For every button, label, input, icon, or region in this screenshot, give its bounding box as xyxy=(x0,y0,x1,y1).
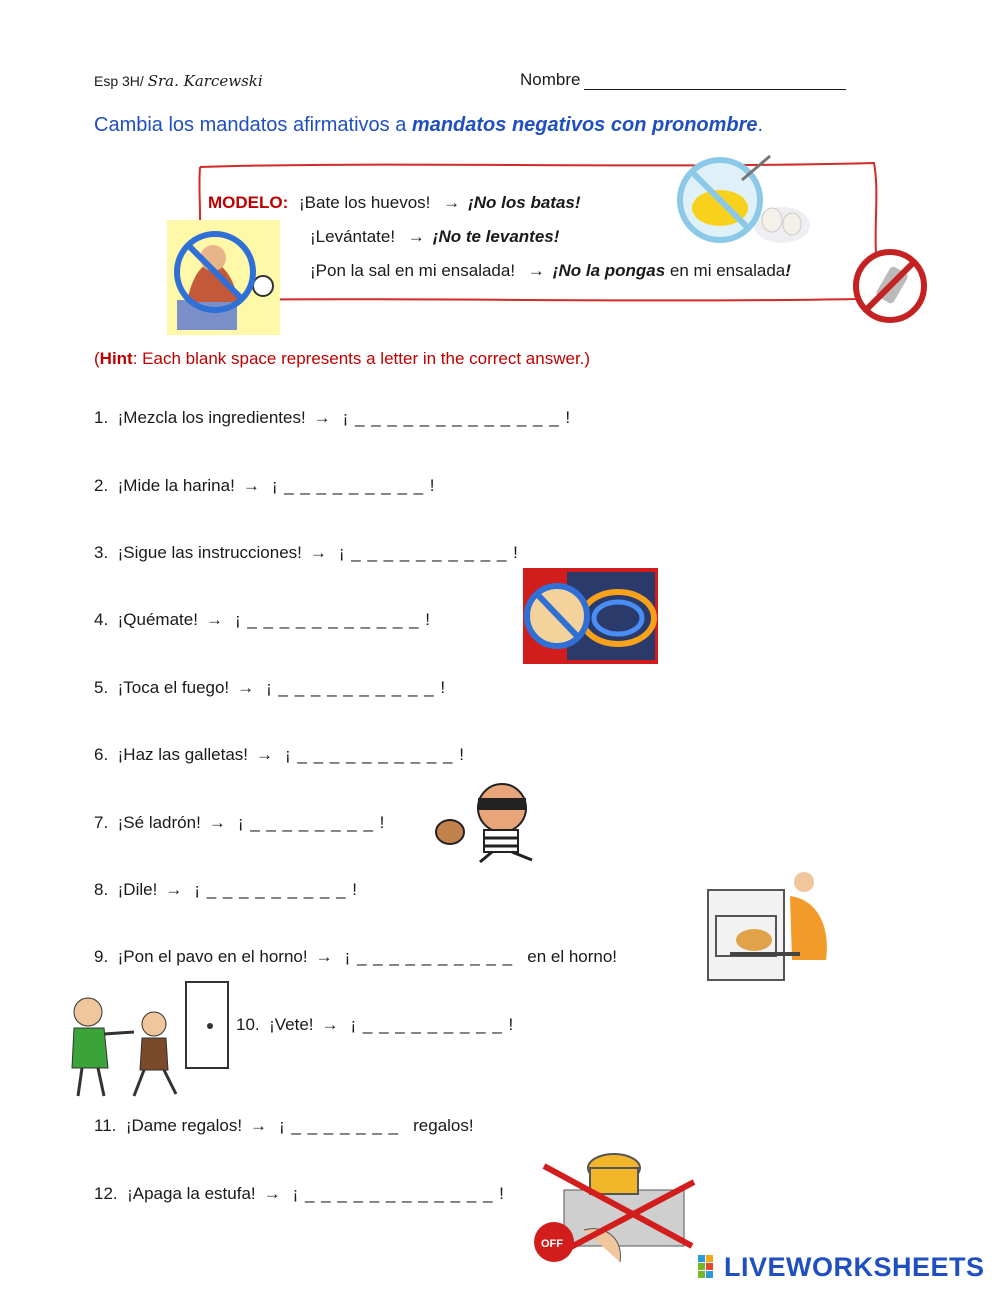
item-prompt: ¡Pon el pavo en el horno! xyxy=(117,947,308,966)
answer-blank[interactable]: ¡ _ _ _ _ _ _ _ xyxy=(279,1116,399,1135)
teacher-name: Sra. Karcewski xyxy=(147,72,263,90)
item-number: 6. xyxy=(94,745,109,764)
item-tail: en el horno! xyxy=(527,947,618,966)
arrow-icon: → xyxy=(443,193,461,212)
modelo-ex3-end: en mi ensalada xyxy=(665,261,786,280)
exercise-item-7 xyxy=(94,813,385,833)
arrow-icon: → xyxy=(250,1116,268,1135)
answer-blank[interactable]: ¡ _ _ _ _ _ _ _ _ _ _ xyxy=(344,947,514,966)
instructions xyxy=(94,114,763,137)
no-stove-icon xyxy=(524,1146,698,1266)
arrow-icon: → xyxy=(208,813,226,832)
item-prompt: ¡Haz las galletas! xyxy=(117,745,249,764)
exercise-item-12 xyxy=(94,1184,505,1204)
item-number: 3. xyxy=(94,543,109,562)
exercise-item-10 xyxy=(236,1015,514,1035)
arrow-icon: → xyxy=(309,543,327,562)
course-label: Esp 3H/ xyxy=(94,73,144,89)
exercise-item-5 xyxy=(94,678,446,698)
item-prompt: ¡Sigue las instrucciones! xyxy=(117,543,302,562)
answer-blank[interactable]: ¡ _ _ _ _ _ _ _ _ _ ! xyxy=(194,880,359,899)
arrow-icon: → xyxy=(407,227,425,246)
arrow-icon: → xyxy=(313,408,331,427)
answer-blank[interactable]: ¡ _ _ _ _ _ _ _ _ _ ! xyxy=(350,1015,515,1034)
answer-blank[interactable]: ¡ _ _ _ _ _ _ _ _ _ _ ! xyxy=(285,745,465,764)
no-waking-icon xyxy=(167,220,280,335)
answer-blank[interactable]: ¡ _ _ _ _ _ _ _ _ _ _ _ ! xyxy=(234,610,432,629)
hint-bold: Hint xyxy=(99,349,133,368)
arrow-icon: → xyxy=(315,947,333,966)
item-prompt: ¡Quémate! xyxy=(117,610,198,629)
name-input-line[interactable] xyxy=(584,73,846,90)
modelo-line-1 xyxy=(208,193,581,213)
item-number: 9. xyxy=(94,947,109,966)
modelo-line-2 xyxy=(310,227,559,247)
course-header xyxy=(94,72,263,90)
modelo-ex3-bang: ! xyxy=(785,261,791,280)
item-number: 4. xyxy=(94,610,109,629)
answer-blank[interactable]: ¡ _ _ _ _ _ _ _ _ _ _ ! xyxy=(266,678,447,697)
modelo-ex1-affirm: ¡Bate los huevos! xyxy=(299,193,431,212)
item-prompt: ¡Sé ladrón! xyxy=(117,813,201,832)
hint-rest: : Each blank space represents a letter in the correct answer.) xyxy=(132,349,591,368)
hint-open: ( xyxy=(94,349,100,368)
brand-text: LIVEWORKSHEETS xyxy=(724,1252,985,1282)
arrow-icon: → xyxy=(527,261,545,280)
item-tail: regalos! xyxy=(413,1116,474,1135)
no-salt-icon xyxy=(848,248,934,326)
arrow-icon: → xyxy=(237,678,255,697)
kicked-out-icon xyxy=(54,978,234,1106)
modelo-ex3-affirm: ¡Pon la sal en mi ensalada! xyxy=(310,261,516,280)
arrow-icon: → xyxy=(205,610,223,629)
thief-icon xyxy=(432,778,544,864)
answer-blank[interactable]: ¡ _ _ _ _ _ _ _ _ _ ! xyxy=(271,476,436,495)
instructions-end: . xyxy=(757,114,764,136)
liveworksheets-brand xyxy=(698,1252,985,1283)
item-number: 7. xyxy=(94,813,109,832)
exercise-item-6 xyxy=(94,745,465,765)
modelo-ex2-affirm: ¡Levántate! xyxy=(310,227,396,246)
exercise-item-8 xyxy=(94,880,358,900)
arrow-icon: → xyxy=(263,1184,281,1203)
name-field xyxy=(520,70,846,90)
svg-text:OFF: OFF xyxy=(541,1238,563,1250)
answer-blank[interactable]: ¡ _ _ _ _ _ _ _ _ _ _ _ _ _ ! xyxy=(342,408,572,427)
name-label: Nombre xyxy=(520,70,581,89)
answer-blank[interactable]: ¡ _ _ _ _ _ _ _ _ ! xyxy=(237,813,386,832)
exercise-item-1 xyxy=(94,408,571,428)
item-number: 5. xyxy=(94,678,109,697)
answer-blank[interactable]: ¡ _ _ _ _ _ _ _ _ _ _ _ _ ! xyxy=(292,1184,505,1203)
modelo-label: MODELO: xyxy=(208,193,289,212)
arrow-icon: → xyxy=(256,745,274,764)
item-number: 8. xyxy=(94,880,109,899)
item-prompt: ¡Dame regalos! xyxy=(125,1116,243,1135)
no-whisk-icon xyxy=(672,150,814,250)
modelo-ex3-neg: ¡No la pongas xyxy=(552,261,666,280)
exercise-item-9 xyxy=(94,947,617,967)
item-number: 11. xyxy=(94,1116,117,1135)
instructions-bold: mandatos negativos con pronombre xyxy=(411,114,758,136)
arrow-icon: → xyxy=(165,880,183,899)
item-number: 1. xyxy=(94,408,109,427)
liveworksheets-logo xyxy=(698,1255,722,1279)
modelo-ex1-neg: ¡No los batas! xyxy=(468,193,581,212)
instructions-text: Cambia los mandatos afirmativos a xyxy=(94,114,412,136)
item-number: 2. xyxy=(94,476,109,495)
item-prompt: ¡Toca el fuego! xyxy=(117,678,230,697)
item-prompt: ¡Mide la harina! xyxy=(117,476,235,495)
item-number: 12. xyxy=(94,1184,118,1203)
exercise-item-11 xyxy=(94,1116,474,1136)
exercise-item-3 xyxy=(94,543,519,563)
item-prompt: ¡Dile! xyxy=(117,880,158,899)
item-number: 10. xyxy=(236,1015,260,1034)
woman-oven-icon xyxy=(700,860,840,984)
item-prompt: ¡Apaga la estufa! xyxy=(127,1184,256,1203)
arrow-icon: → xyxy=(321,1015,339,1034)
exercise-item-2 xyxy=(94,476,436,496)
exercise-item-4 xyxy=(94,610,431,630)
modelo-ex2-neg: ¡No te levantes! xyxy=(432,227,560,246)
modelo-line-3 xyxy=(310,261,791,281)
item-prompt: ¡Vete! xyxy=(269,1015,314,1034)
item-prompt: ¡Mezcla los ingredientes! xyxy=(117,408,306,427)
answer-blank[interactable]: ¡ _ _ _ _ _ _ _ _ _ _ ! xyxy=(338,543,519,562)
hint xyxy=(94,349,590,369)
arrow-icon: → xyxy=(242,476,260,495)
no-touch-flame-icon xyxy=(523,568,658,664)
